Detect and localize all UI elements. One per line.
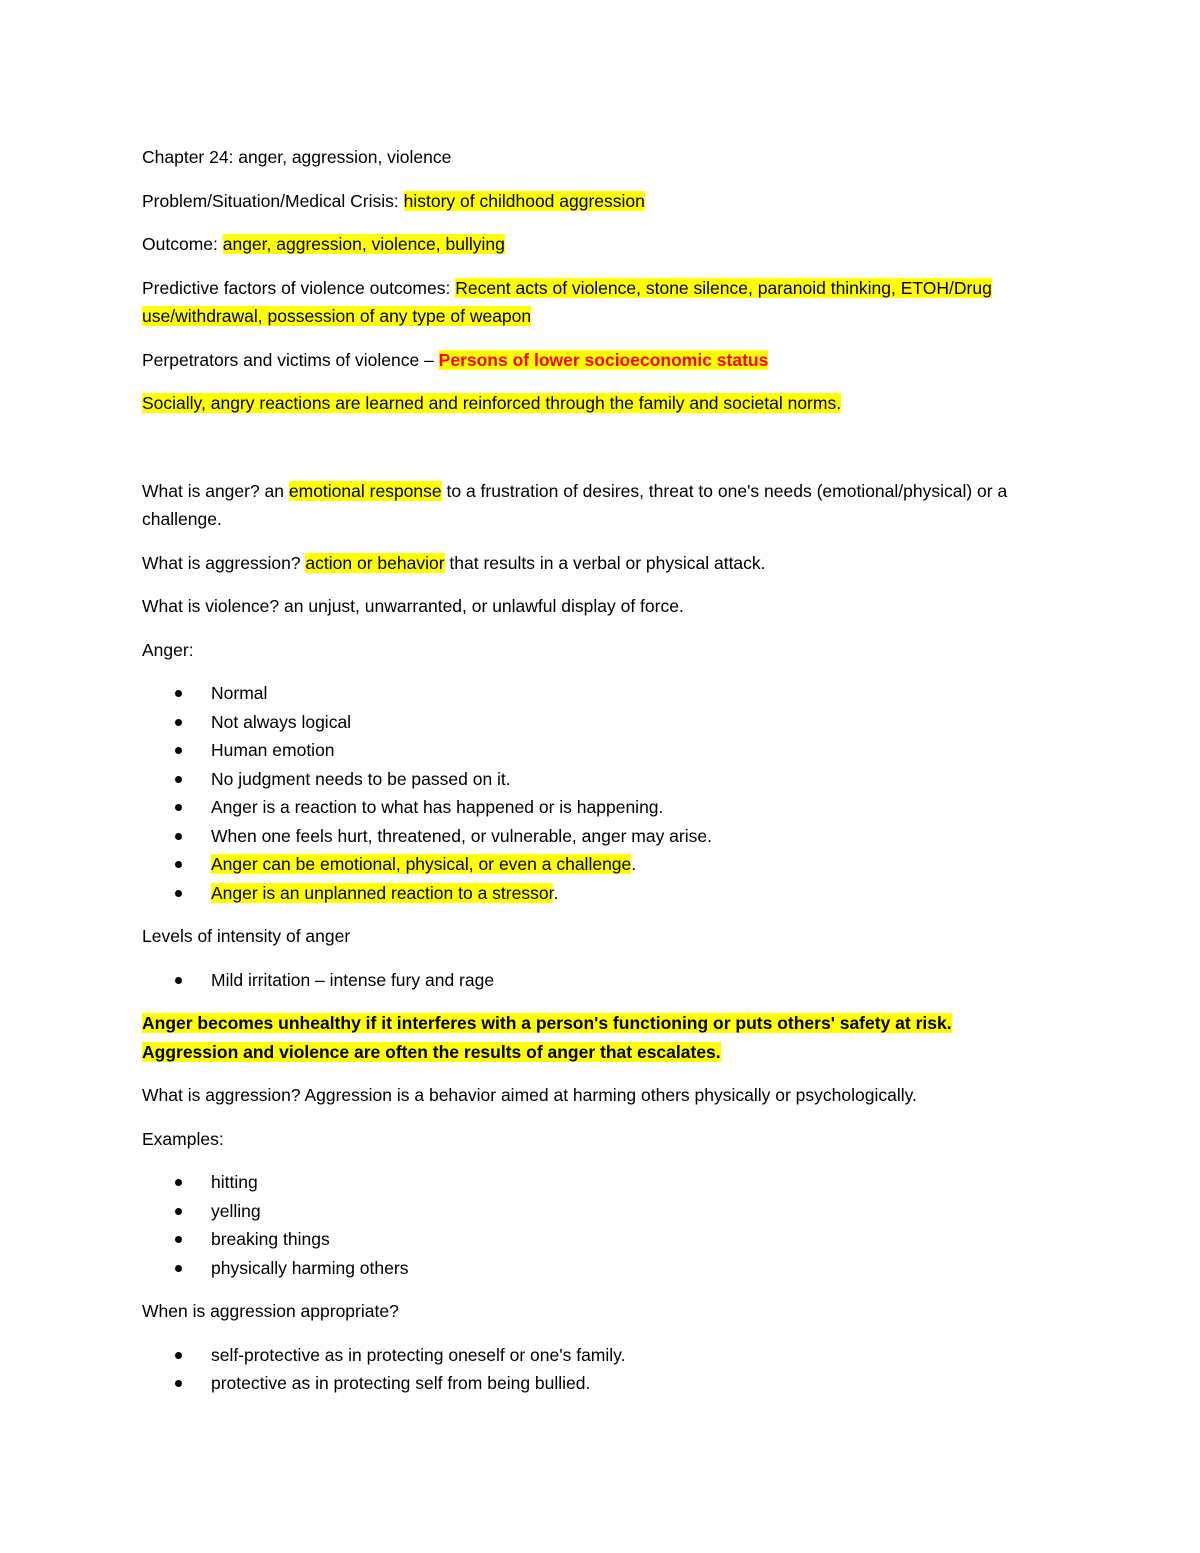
list-item-text: Human emotion bbox=[211, 740, 335, 760]
list-item-text: Not always logical bbox=[211, 711, 352, 732]
list-item-text: Mild irritation – intense fury and rage bbox=[211, 969, 495, 990]
outcome-label: Outcome: bbox=[142, 234, 223, 254]
anger-def-post: to a frustration of desires, threat to one's needs (emotional/physical) or a challenge. bbox=[142, 480, 1008, 529]
levels-list bbox=[142, 966, 1022, 995]
list-item bbox=[142, 1168, 1022, 1197]
predictive-factors-line bbox=[142, 274, 1022, 331]
examples-list bbox=[142, 1168, 1022, 1282]
list-item-text: Anger is a reaction to what has happened or is happening. bbox=[211, 797, 664, 817]
aggression-def-pre: What is aggression? bbox=[142, 552, 306, 573]
bullet-icon bbox=[175, 890, 182, 897]
document-body bbox=[142, 143, 1022, 1413]
anger-heading: Anger: bbox=[142, 639, 194, 660]
list-item-text: Anger is an unplanned reaction to a stressor bbox=[211, 882, 554, 903]
anger-list bbox=[142, 679, 1022, 907]
aggression-definition bbox=[142, 549, 1022, 578]
list-item bbox=[142, 1369, 1022, 1398]
bullet-icon bbox=[175, 1179, 182, 1186]
bullet-icon bbox=[175, 1352, 182, 1359]
problem-label: Problem/Situation/Medical Crisis: bbox=[142, 190, 404, 211]
bullet-icon bbox=[175, 690, 182, 697]
aggression-def-post: that results in a verbal or physical attack. bbox=[444, 552, 766, 573]
problem-value: history of childhood aggression bbox=[403, 190, 645, 211]
list-item bbox=[142, 1254, 1022, 1283]
aggression-question: What is aggression? Aggression is a behavior aimed at harming others physically or psychologically. bbox=[142, 1085, 917, 1105]
list-item-text: physically harming others bbox=[211, 1257, 409, 1278]
bullet-icon bbox=[175, 977, 182, 984]
socially-line bbox=[142, 389, 1022, 418]
bullet-icon bbox=[175, 861, 182, 868]
list-item bbox=[142, 793, 1022, 822]
anger-def-pre: What is anger? an bbox=[142, 480, 289, 501]
bullet-icon bbox=[175, 1208, 182, 1215]
list-item-text: Anger can be emotional, physical, or even a challenge bbox=[211, 854, 632, 874]
appropriate-list bbox=[142, 1341, 1022, 1398]
perpetrators-value: Persons of lower socioeconomic status bbox=[438, 349, 769, 370]
list-item bbox=[142, 879, 1022, 908]
perpetrators-line bbox=[142, 346, 1022, 375]
bullet-icon bbox=[175, 804, 182, 811]
spacer bbox=[142, 433, 1022, 477]
list-item-text: protective as in protecting self from being bullied. bbox=[211, 1373, 591, 1393]
unhealthy-anger-line bbox=[142, 1009, 1022, 1066]
list-item-text: When one feels hurt, threatened, or vulnerable, anger may arise. bbox=[211, 825, 712, 846]
anger-definition bbox=[142, 477, 1022, 534]
list-item bbox=[142, 1341, 1022, 1370]
list-item-punct: . bbox=[553, 882, 559, 903]
list-item bbox=[142, 708, 1022, 737]
socially-text: Socially, angry reactions are learned and reinforced through the family and societal norms. bbox=[142, 393, 842, 413]
problem-line bbox=[142, 187, 1022, 216]
list-item-text: self-protective as in protecting oneself or one's family. bbox=[211, 1344, 626, 1365]
predictive-value: Recent acts of violence, stone silence, paranoid thinking, ETOH/Drug use/withdrawal, possession of any type of weapon bbox=[142, 277, 992, 326]
bullet-icon bbox=[175, 833, 182, 840]
list-item-text: breaking things bbox=[211, 1229, 330, 1249]
list-item bbox=[142, 966, 1022, 995]
list-item-text: hitting bbox=[211, 1172, 258, 1192]
bullet-icon bbox=[175, 1265, 182, 1272]
list-item-text: Normal bbox=[211, 683, 268, 703]
list-item bbox=[142, 1197, 1022, 1226]
bullet-icon bbox=[175, 747, 182, 754]
outcome-value: anger, aggression, violence, bullying bbox=[222, 234, 505, 254]
perpetrators-label: Perpetrators and victims of violence – bbox=[142, 349, 439, 370]
unhealthy-anger-text: Anger becomes unhealthy if it interferes with a person's functioning or puts others' safety at risk. Aggression and violence are often the results of anger that escalates. bbox=[142, 1013, 952, 1062]
list-item bbox=[142, 679, 1022, 708]
list-item-text: yelling bbox=[211, 1200, 261, 1221]
appropriate-heading: When is aggression appropriate? bbox=[142, 1301, 399, 1321]
examples-heading: Examples: bbox=[142, 1128, 224, 1149]
aggression-def-highlight: action or behavior bbox=[305, 552, 445, 573]
chapter-title: Chapter 24: anger, aggression, violence bbox=[142, 147, 452, 167]
anger-def-highlight: emotional response bbox=[288, 480, 442, 501]
outcome-line bbox=[142, 230, 1022, 259]
bullet-icon bbox=[175, 776, 182, 783]
bullet-icon bbox=[175, 1380, 182, 1387]
bullet-icon bbox=[175, 719, 182, 726]
list-item bbox=[142, 1225, 1022, 1254]
list-item-punct: . bbox=[631, 854, 637, 874]
list-item bbox=[142, 765, 1022, 794]
list-item bbox=[142, 822, 1022, 851]
list-item bbox=[142, 736, 1022, 765]
violence-definition: What is violence? an unjust, unwarranted, or unlawful display of force. bbox=[142, 596, 684, 616]
predictive-label: Predictive factors of violence outcomes: bbox=[142, 277, 456, 298]
levels-heading: Levels of intensity of anger bbox=[142, 926, 351, 946]
list-item-text: No judgment needs to be passed on it. bbox=[211, 768, 511, 789]
list-item bbox=[142, 850, 1022, 879]
bullet-icon bbox=[175, 1236, 182, 1243]
